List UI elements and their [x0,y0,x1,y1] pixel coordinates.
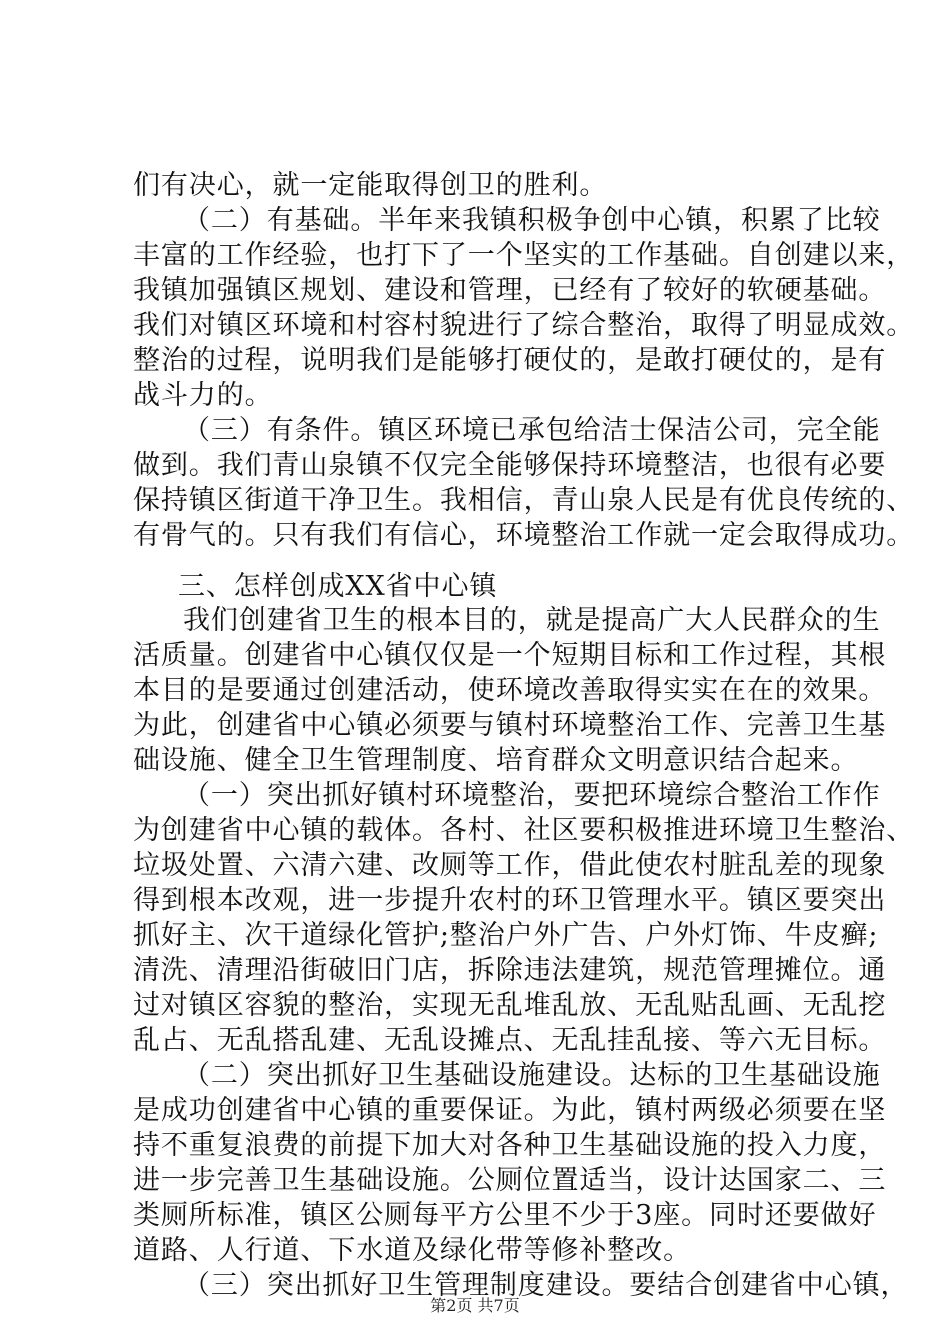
paragraph-line: 为创建省中心镇的载体。各村、社区要积极推进环境卫生整治、 [133,815,915,846]
paragraph-line: 道路、人行道、下水道及绿化带等修补整改。 [133,1235,691,1266]
paragraph-line: 我镇加强镇区规划、建设和管理，已经有了较好的软硬基础。 [133,275,887,306]
paragraph-line: 们有决心，就一定能取得创卫的胜利。 [133,170,608,201]
paragraph-line: 为此，创建省中心镇必须要与镇村环境整治工作、完善卫生基 [133,710,887,741]
page-number-footer: 第2页 共7页 [430,1296,520,1315]
paragraph-line: （三）有条件。镇区环境已承包给洁士保洁公司，完全能 [183,415,881,446]
paragraph-line: 活质量。创建省中心镇仅仅是一个短期目标和工作过程，其根 [133,640,887,671]
paragraph-line: 类厕所标准，镇区公厕每平方公里不少于3座。同时还要做好 [133,1200,877,1231]
paragraph-line: 垃圾处置、六清六建、改厕等工作，借此使农村脏乱差的现象 [133,850,887,881]
paragraph-line: 保持镇区街道干净卫生。我相信，青山泉人民是有优良传统的、 [133,485,915,516]
paragraph-line: 有骨气的。只有我们有信心，环境整治工作就一定会取得成功。 [133,520,915,551]
paragraph-line: 丰富的工作经验，也打下了一个坚实的工作基础。自创建以来， [133,240,915,271]
paragraph-line: 得到根本改观，进一步提升农村的环卫管理水平。镇区要突出 [133,885,887,916]
paragraph-line: 我们对镇区环境和村容村貌进行了综合整治，取得了明显成效。 [133,310,915,341]
section-heading: 三、怎样创成XX省中心镇 [178,571,498,602]
paragraph-line: 做到。我们青山泉镇不仅完全能够保持环境整洁，也很有必要 [133,450,887,481]
paragraph-line: 本目的是要通过创建活动，使环境改善取得实实在在的效果。 [133,675,887,706]
paragraph-line: （二）有基础。半年来我镇积极争创中心镇，积累了比较 [183,205,881,236]
paragraph-line: 抓好主、次干道绿化管护;整治户外广告、户外灯饰、牛皮癣; [133,920,879,951]
paragraph-line: 持不重复浪费的前提下加大对各种卫生基础设施的投入力度， [133,1130,887,1161]
paragraph-line: 是成功创建省中心镇的重要保证。为此，镇村两级必须要在坚 [133,1095,887,1126]
paragraph-line: （一）突出抓好镇村环境整治，要把环境综合整治工作作 [183,780,881,811]
paragraph-line: 进一步完善卫生基础设施。公厕位置适当，设计达国家二、三 [133,1165,887,1196]
paragraph-line: 过对镇区容貌的整治，实现无乱堆乱放、无乱贴乱画、无乱挖 [133,990,887,1021]
paragraph-line: （二）突出抓好卫生基础设施建设。达标的卫生基础设施 [183,1060,881,1091]
paragraph-line: 清洗、清理沿街破旧门店，拆除违法建筑，规范管理摊位。通 [133,955,887,986]
paragraph-line: 础设施、健全卫生管理制度、培育群众文明意识结合起来。 [133,745,859,776]
paragraph-line: 整治的过程，说明我们是能够打硬仗的，是敢打硬仗的，是有 [133,345,887,376]
paragraph-line: 乱占、无乱搭乱建、无乱设摊点、无乱挂乱接、等六无目标。 [133,1025,887,1056]
paragraph-line: 我们创建省卫生的根本目的，就是提高广大人民群众的生 [183,605,881,636]
paragraph-line: （三）突出抓好卫生管理制度建设。要结合创建省中心镇， [183,1270,909,1301]
paragraph-line: 战斗力的。 [133,380,273,411]
